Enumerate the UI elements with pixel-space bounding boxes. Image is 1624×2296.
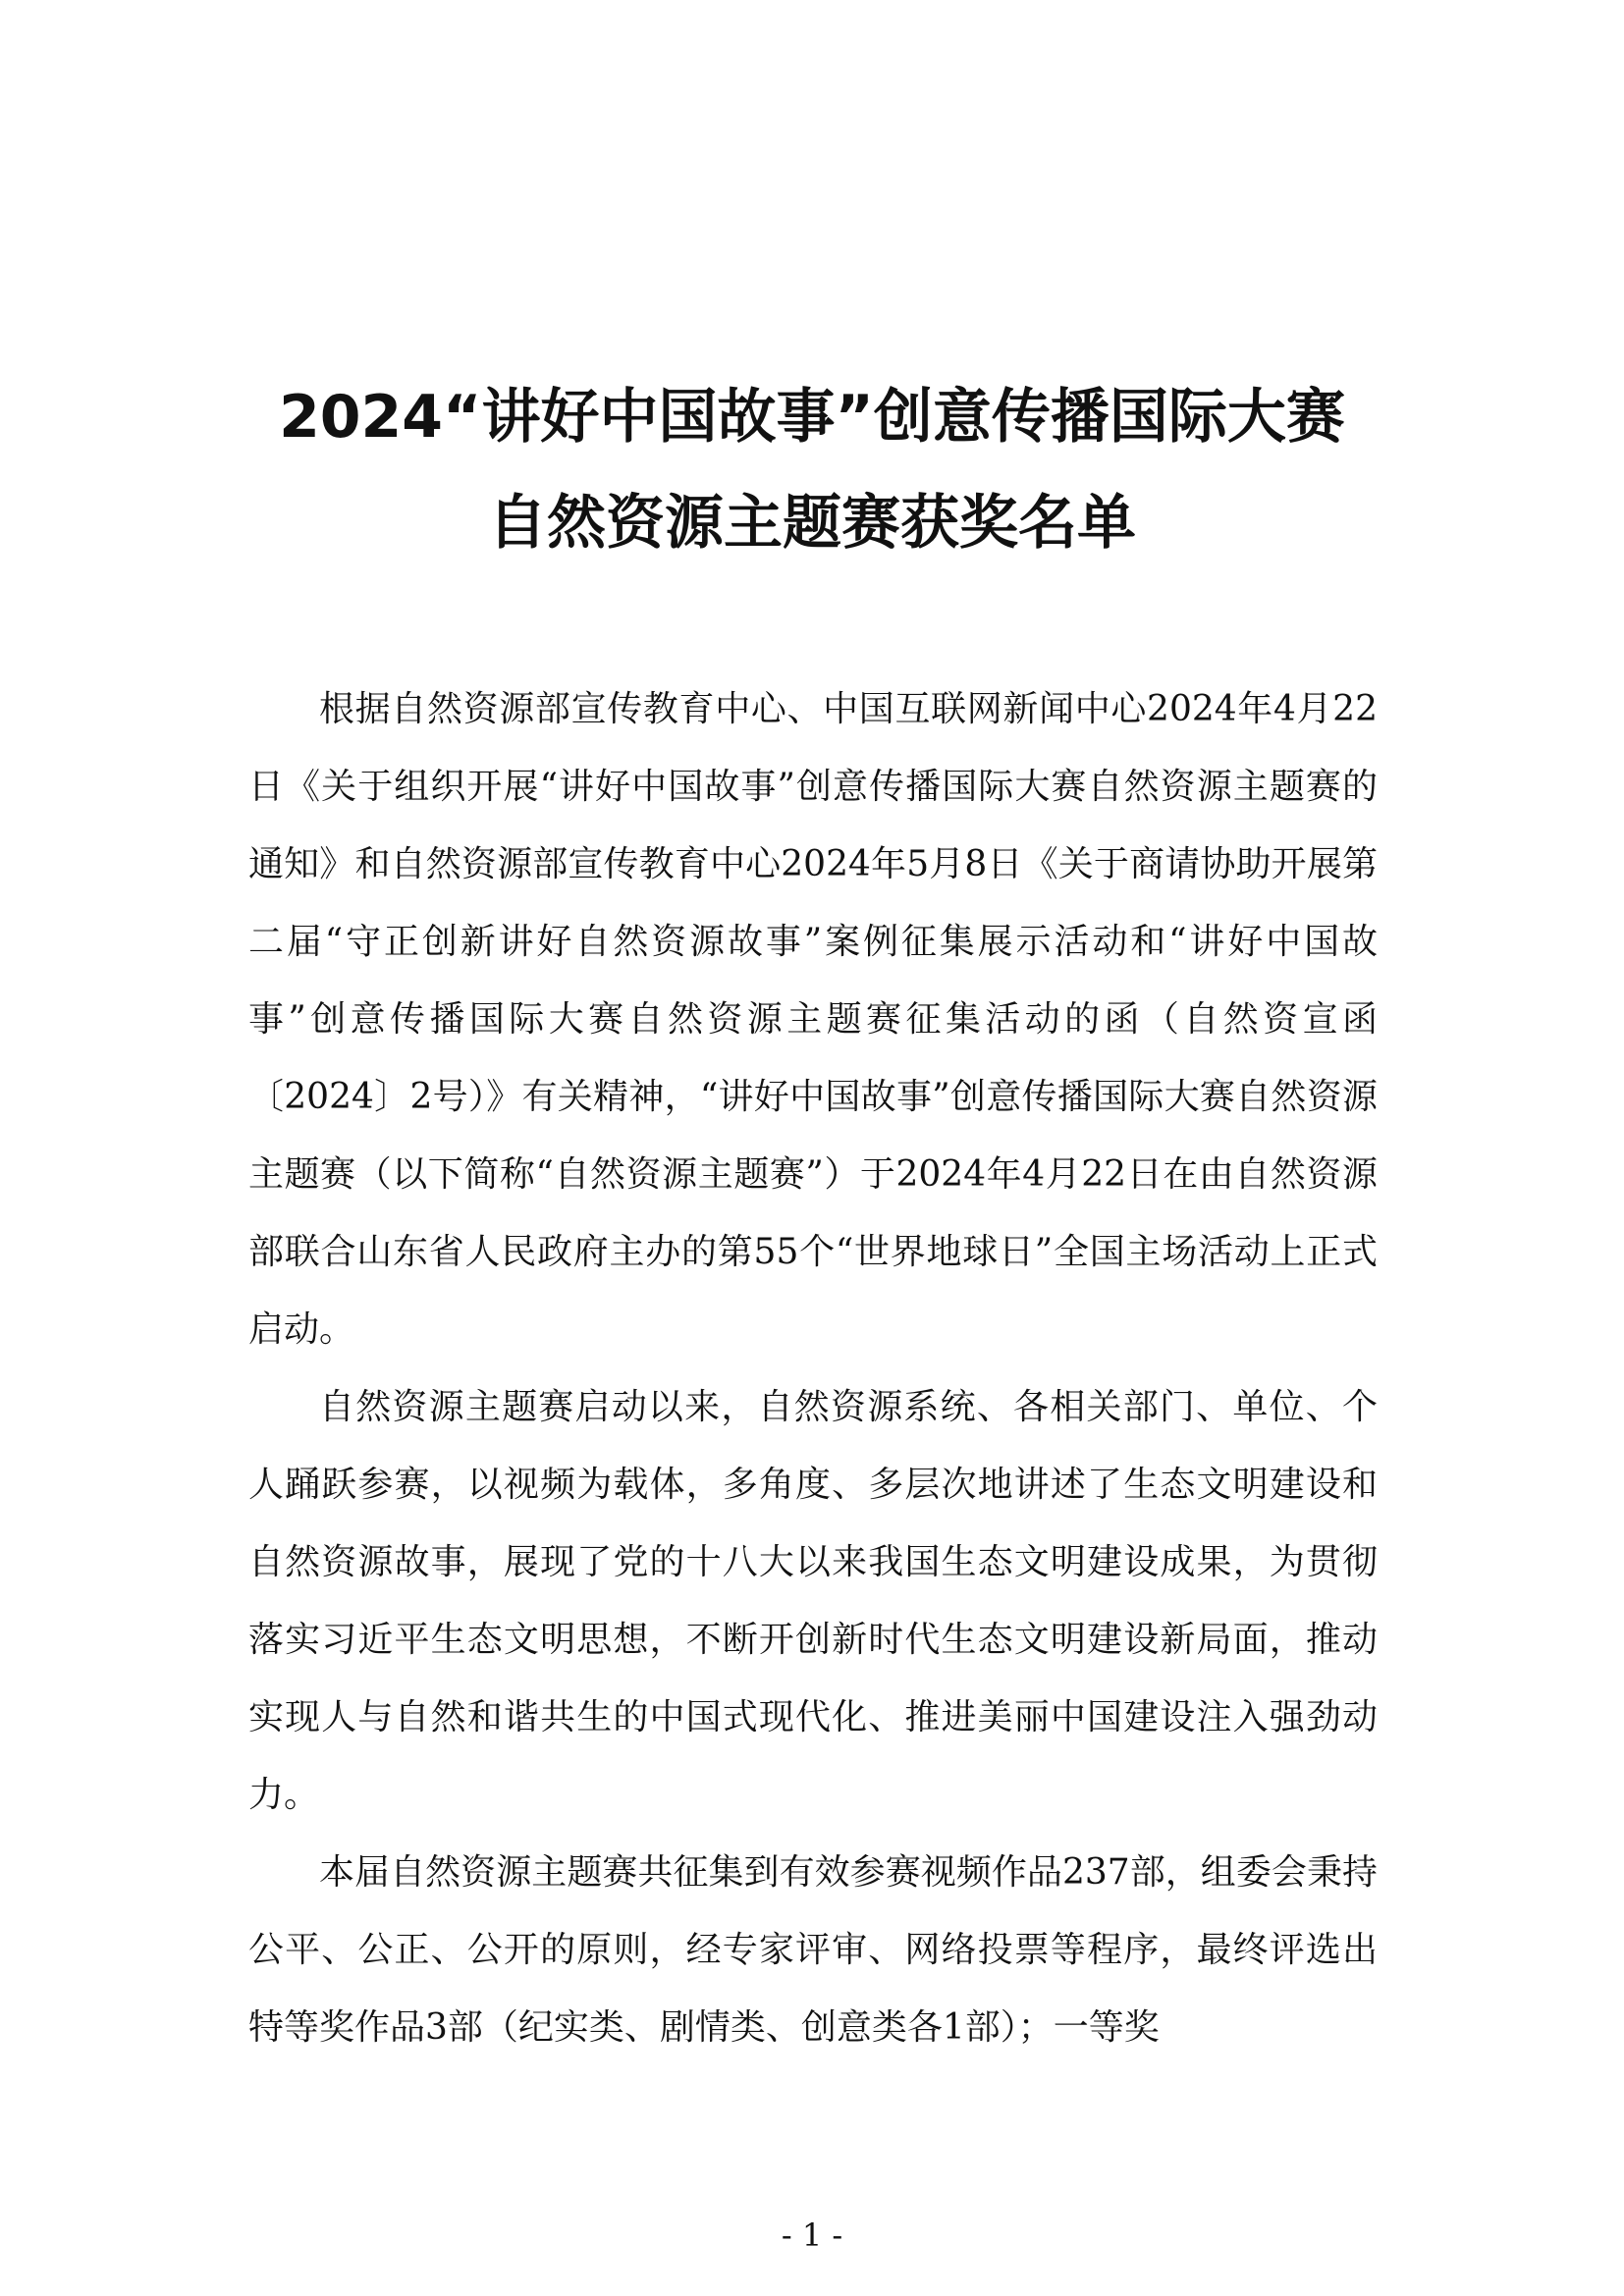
document-title-line-2: 自然资源主题赛获奖名单 <box>488 489 1136 558</box>
paragraph-1: 根据自然资源部宣传教育中心、中国互联网新闻中心2024年4月22日《关于组织开展“讲好中国故事”创意传播国际大赛自然资源主题赛的通知》和自然资源部宣传教育中心2024年5月8日《关于商请协助开展第二届“守正创新讲好自然资源故事”案例征集展示活动和“讲好中国故事”创意传播国际大赛自然资源主题赛征集活动的函（自然资宣函〔2024〕2号）》有关精神，“讲好中国故事”创意传播国际大赛自然资源主题赛（以下简称“自然资源主题赛”）于2024年4月22日在由自然资源部联合山东省人民政府主办的第55个“世界地球日”全国主场活动上正式启动。 <box>248 689 1378 1350</box>
paragraph-2: 自然资源主题赛启动以来，自然资源系统、各相关部门、单位、个人踊跃参赛，以视频为载体，多角度、多层次地讲述了生态文明建设和自然资源故事，展现了党的十八大以来我国生态文明建设成果，为贯彻落实习近平生态文明思想，不断开创新时代生态文明建设新局面，推动实现人与自然和谐共生的中国式现代化、推进美丽中国建设注入强劲动力。 <box>248 1387 1378 1815</box>
page-number: - 1 - <box>781 2216 843 2254</box>
document-body <box>248 670 1378 2066</box>
paragraph-3: 本届自然资源主题赛共征集到有效参赛视频作品237部，组委会秉持公平、公正、公开的原则，经专家评审、网络投票等程序，最终评选出特等奖作品3部（纪实类、剧情类、创意类各1部）；一等奖 <box>248 1852 1378 2048</box>
document-title-line-1: 2024“讲好中国故事”创意传播国际大赛 <box>279 383 1345 452</box>
